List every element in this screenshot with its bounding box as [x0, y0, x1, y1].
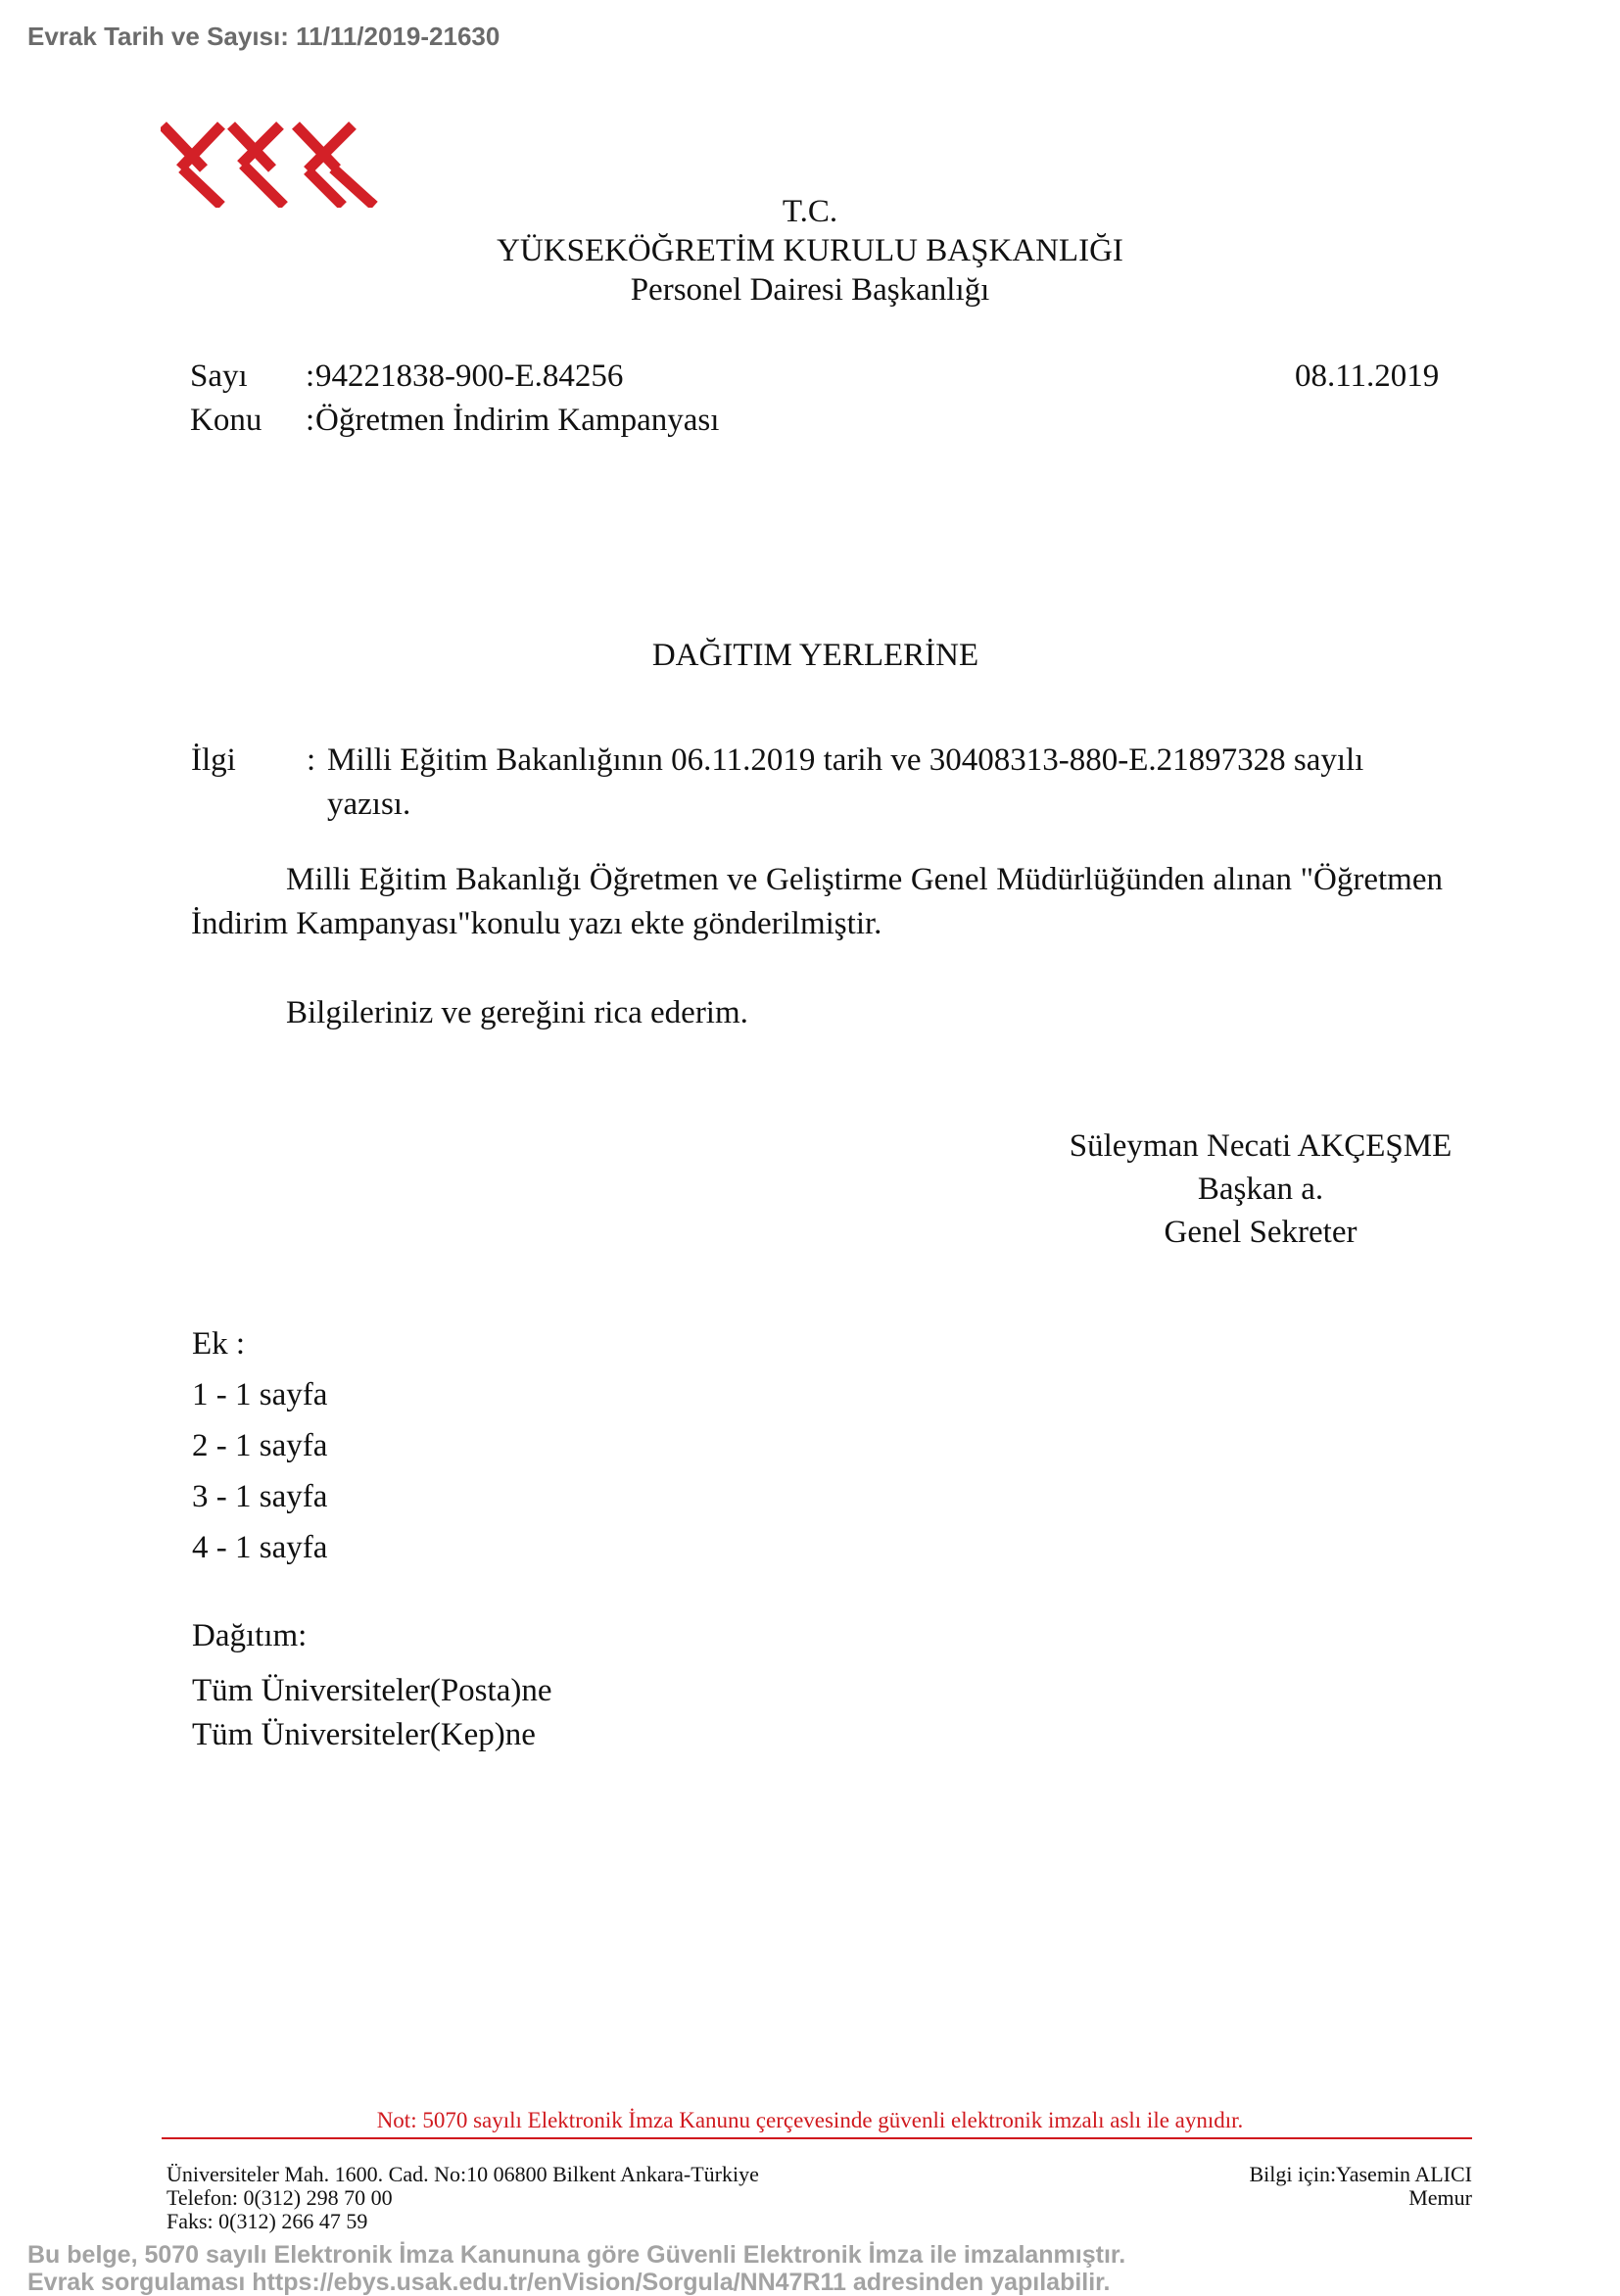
ilgi-label: İlgi	[191, 742, 236, 778]
ilgi-colon: :	[307, 742, 316, 778]
footer-fax: Faks: 0(312) 266 47 59	[167, 2209, 368, 2233]
distribution-label: Dağıtım:	[192, 1618, 308, 1653]
sayi-label: Sayı	[190, 359, 248, 394]
attachment-item: 3 - 1 sayfa	[192, 1479, 328, 1514]
attachments-label: Ek :	[192, 1326, 246, 1362]
distribution-item: Tüm Üniversiteler(Kep)ne	[192, 1717, 536, 1752]
sayi-value: 94221838-900-E.84256	[315, 359, 624, 394]
header-tc: T.C.	[782, 194, 838, 229]
signature-block	[1060, 1124, 1461, 1254]
signer-title-1: Başkan a.	[1197, 1172, 1324, 1207]
ilgi-line-1: Milli Eğitim Bakanlığının 06.11.2019 tarih ve 30408313-880-E.21897328 sayılı	[327, 742, 1364, 778]
signature-note: Not: 5070 sayılı Elektronik İmza Kanunu çerçevesinde güvenli elektronik imzalı aslı ile aynıdır.	[376, 2108, 1244, 2132]
attachment-item: 1 - 1 sayfa	[192, 1377, 328, 1412]
signer-title-2: Genel Sekreter	[1164, 1215, 1358, 1250]
footer-divider	[162, 2137, 1472, 2139]
header-institution: YÜKSEKÖĞRETİM KURULU BAŞKANLIĞI	[497, 233, 1123, 268]
konu-label: Konu	[190, 403, 262, 438]
distribution-item: Tüm Üniversiteler(Posta)ne	[192, 1673, 552, 1708]
footer-info-role: Memur	[1408, 2185, 1472, 2210]
letterhead	[0, 192, 1620, 310]
ilgi-line-2: yazısı.	[327, 787, 411, 822]
verification-link-text: Evrak sorgulaması https://ebys.usak.edu.tr/enVision/Sorgula/NN47R11 adresinden yapılabilir.	[27, 2269, 1111, 2296]
sayi-colon: :	[306, 359, 315, 394]
footer-phone: Telefon: 0(312) 298 70 00	[167, 2185, 393, 2210]
document-date: 08.11.2019	[1295, 359, 1440, 394]
footer-info-block	[1080, 2163, 1472, 2210]
e-signature-stamp	[27, 2241, 1125, 2296]
header-department: Personel Dairesi Başkanlığı	[630, 272, 990, 308]
attachment-item: 4 - 1 sayfa	[192, 1530, 328, 1565]
document-stamp-top: Evrak Tarih ve Sayısı: 11/11/2019-21630	[27, 22, 500, 51]
footer-info-contact: Bilgi için:Yasemin ALICI	[1249, 2162, 1472, 2186]
konu-row	[190, 403, 720, 442]
konu-colon: :	[306, 403, 315, 438]
recipient-heading: DAĞITIM YERLERİNE	[651, 638, 979, 673]
body-paragraph-1: Milli Eğitim Bakanlığı Öğretmen ve Geliştirme Genel Müdürlüğünden alınan "Öğretmen İndirim Kampanyası"konulu yazı ekte gönderilmiştir.	[191, 862, 1443, 941]
e-signature-line-1: Bu belge, 5070 sayılı Elektronik İmza Kanununa göre Güvenli Elektronik İmza ile imzalanmıştır.	[27, 2241, 1126, 2269]
attachment-item: 2 - 1 sayfa	[192, 1428, 328, 1463]
body-paragraph-2: Bilgileriniz ve gereğini rica ederim.	[286, 995, 748, 1030]
footer-address-block	[167, 2163, 759, 2233]
sayi-row	[190, 359, 624, 398]
footer-address: Üniversiteler Mah. 1600. Cad. No:10 06800 Bilkent Ankara-Türkiye	[167, 2162, 759, 2186]
konu-value: Öğretmen İndirim Kampanyası	[315, 403, 720, 438]
signer-name: Süleyman Necati AKÇEŞME	[1069, 1128, 1453, 1164]
